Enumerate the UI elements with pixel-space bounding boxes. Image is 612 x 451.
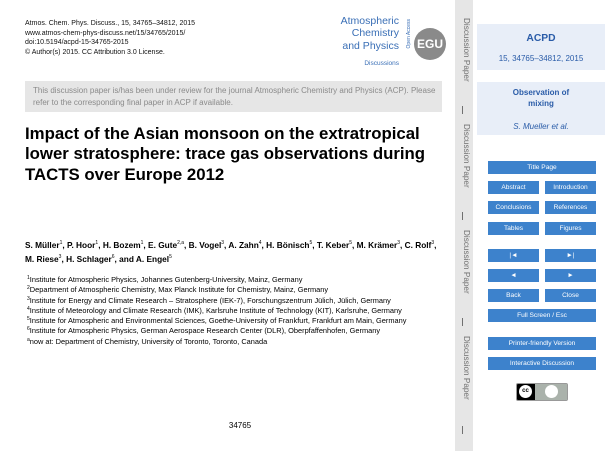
paper-title: Impact of the Asian monsoon on the extratropical lower stratosphere: trace gas observations during TACTS over Europe 2012 xyxy=(25,124,426,184)
strip-label: Discussion Paper xyxy=(462,336,471,400)
close-button[interactable]: Close xyxy=(545,289,596,302)
author-affiliation-mark: 2,a xyxy=(177,240,185,246)
affiliation-mark: a xyxy=(27,336,30,343)
author-name: A. Zahn xyxy=(228,240,259,250)
author-affiliation-mark: 3 xyxy=(431,240,435,246)
review-notice xyxy=(25,81,442,112)
author-name: P. Hoor xyxy=(66,240,96,250)
strip-label: Discussion Paper xyxy=(462,230,471,294)
author-name: C. Rolf xyxy=(404,240,432,250)
affiliation-item xyxy=(27,285,447,295)
affiliation-item xyxy=(27,337,447,347)
navigation-sidebar xyxy=(473,0,612,451)
short-title-line: mixing xyxy=(528,99,554,108)
affiliation-text: Institute of Meteorology and Climate Research (IMK), Karlsruhe Institute of Technology (KIT), Karlsruhe, Germany xyxy=(29,305,402,315)
journal-name-line: Atmospheric xyxy=(340,15,399,27)
first-page-button[interactable]: |◄ xyxy=(488,249,539,262)
abstract-button[interactable]: Abstract xyxy=(488,181,539,194)
author-affiliation-mark: 3 xyxy=(58,254,62,261)
previous-page-button[interactable]: ◄ xyxy=(488,269,539,282)
author-affiliation-mark: 5 xyxy=(349,240,352,246)
author-name: B. Vogel xyxy=(188,240,222,250)
figures-button[interactable]: Figures xyxy=(545,222,596,235)
cc-logo-icon: cc xyxy=(519,385,532,398)
introduction-button[interactable]: Introduction xyxy=(545,181,596,194)
affiliation-mark: 3 xyxy=(27,295,30,302)
affiliation-item xyxy=(27,275,447,285)
author-name: H. Bönisch xyxy=(266,240,310,250)
affiliation-text: Institute for Atmospheric and Environmental Sciences, Goethe-University of Frankfurt, Frankfurt am Main, Germany xyxy=(29,316,407,326)
strip-separator xyxy=(462,426,463,434)
author-list: S. Müller$^1$, P. Hoor$^1$, H. Bozem$^1$, E. Gute$^{2,a}$, B. Vogel$^3$, A. Zahn$^4$, H. Bönisch$^5$, T. Keber$^5$, M. Krämer$^3$, C. Rolf$^3$, M. Riese$^3$, H. Schlager$^6$, and A. Engel$^5$ xyxy=(25,240,437,265)
author-affiliation-mark: 5 xyxy=(309,240,313,246)
sidebar-reference: 15, 34765–34812, 2015 xyxy=(498,54,584,63)
sidebar-journal-panel xyxy=(477,24,605,70)
affiliation-item xyxy=(27,296,447,306)
author-name: H. Bozem xyxy=(102,240,141,250)
affiliation-list xyxy=(27,275,447,347)
strip-separator xyxy=(462,212,463,220)
affiliation-mark: 4 xyxy=(27,305,30,312)
author-affiliation-mark: 1 xyxy=(95,240,99,246)
author-name: E. Gute xyxy=(148,240,178,250)
review-notice-text: This discussion paper is/has been under review for the journal Atmospheric Chemistry and Physics (ACP). Please refer to the corresponding final paper in ACP if available. xyxy=(33,86,436,107)
by-attribution-icon xyxy=(535,384,567,400)
next-page-button[interactable]: ► xyxy=(545,269,596,282)
affiliation-text: now at: Department of Chemistry, University of Toronto, Toronto, Canada xyxy=(29,336,268,346)
author-name: T. Keber xyxy=(316,240,350,250)
author-affiliation-mark: 4 xyxy=(258,240,262,246)
citation-license: © Author(s) 2015. CC Attribution 3.0 License. xyxy=(25,48,165,56)
open-access-label: Open Access xyxy=(406,19,412,49)
affiliation-item xyxy=(27,326,447,336)
strip-separator xyxy=(462,318,463,326)
sidebar-short-authors: S. Mueller et al. xyxy=(513,122,569,131)
journal-name-line: and Physics xyxy=(342,39,399,52)
affiliation-item xyxy=(27,306,447,316)
affiliation-item xyxy=(27,316,447,326)
author-name: A. Engel xyxy=(135,254,170,265)
affiliation-text: Institute for Atmospheric Physics, German Aerospace Research Center (DLR), Oberpfaffenhofen, Germany xyxy=(29,326,381,336)
author-affiliation-mark: 6 xyxy=(111,254,115,261)
journal-logo xyxy=(313,15,445,67)
journal-name xyxy=(313,15,399,52)
journal-name-line: Chemistry xyxy=(351,27,399,40)
strip-label: Discussion Paper xyxy=(462,18,471,82)
citation-block xyxy=(25,19,195,57)
strip-label: Discussion Paper xyxy=(462,124,471,188)
author-name: M. Krämer xyxy=(356,240,398,250)
affiliation-text: Department of Atmospheric Chemistry, Max Planck Institute for Chemistry, Mainz, Germany xyxy=(29,285,329,295)
author-affiliation-mark: 3 xyxy=(221,240,225,246)
affiliation-text: Institute for Atmospheric Physics, Johannes Gutenberg-University, Mainz, Germany xyxy=(29,275,303,284)
sidebar-journal: ACPD xyxy=(526,33,556,44)
references-button[interactable]: References xyxy=(545,201,596,214)
conclusions-button[interactable]: Conclusions xyxy=(488,201,539,214)
citation-url: www.atmos-chem-phys-discuss.net/15/34765/2015/ xyxy=(25,29,186,37)
author-name: M. Riese xyxy=(25,254,59,265)
page-number: 34765 xyxy=(228,421,252,430)
author-name: H. Schlager xyxy=(66,254,112,265)
affiliation-mark: 6 xyxy=(27,326,30,333)
short-title-line: Observation of xyxy=(512,88,570,97)
back-button[interactable]: Back xyxy=(488,289,539,302)
affiliation-text: Institute for Energy and Climate Research – Stratosphere (IEK-7), Forschungszentrum Jülich, Jülich, Germany xyxy=(29,295,391,305)
egu-logo xyxy=(413,27,447,61)
sidebar-short-title xyxy=(477,87,605,109)
cc-by-license-icon[interactable] xyxy=(516,383,568,401)
title-page-button[interactable]: Title Page xyxy=(488,161,596,174)
tables-button[interactable]: Tables xyxy=(488,222,539,235)
affiliation-mark: 1 xyxy=(27,275,30,281)
interactive-discussion-button[interactable]: Interactive Discussion xyxy=(488,357,596,370)
citation-doi: doi:10.5194/acpd-15-34765-2015 xyxy=(25,39,129,47)
affiliation-mark: 5 xyxy=(27,316,30,323)
author-affiliation-mark: 5 xyxy=(169,254,172,261)
last-page-button[interactable]: ►| xyxy=(545,249,596,262)
citation-line: Atmos. Chem. Phys. Discuss., 15, 34765–34812, 2015 xyxy=(25,20,196,27)
author-name: S. Müller xyxy=(25,240,60,250)
fullscreen-button[interactable]: Full Screen / Esc xyxy=(488,309,596,322)
person-icon xyxy=(545,385,558,398)
author-affiliation-mark: 1 xyxy=(140,240,144,246)
author-affiliation-mark: 3 xyxy=(397,240,400,246)
egu-logo-text: EGU xyxy=(416,37,444,51)
sidebar-title-panel xyxy=(477,82,605,135)
author-conjunction: and xyxy=(119,254,134,265)
printer-friendly-button[interactable]: Printer-friendly Version xyxy=(488,337,596,350)
discussion-paper-strip xyxy=(455,0,473,451)
strip-separator xyxy=(462,106,463,114)
affiliation-mark: 2 xyxy=(27,285,30,292)
author-affiliation-mark: 1 xyxy=(59,240,63,246)
journal-section: Discussions xyxy=(364,60,399,67)
